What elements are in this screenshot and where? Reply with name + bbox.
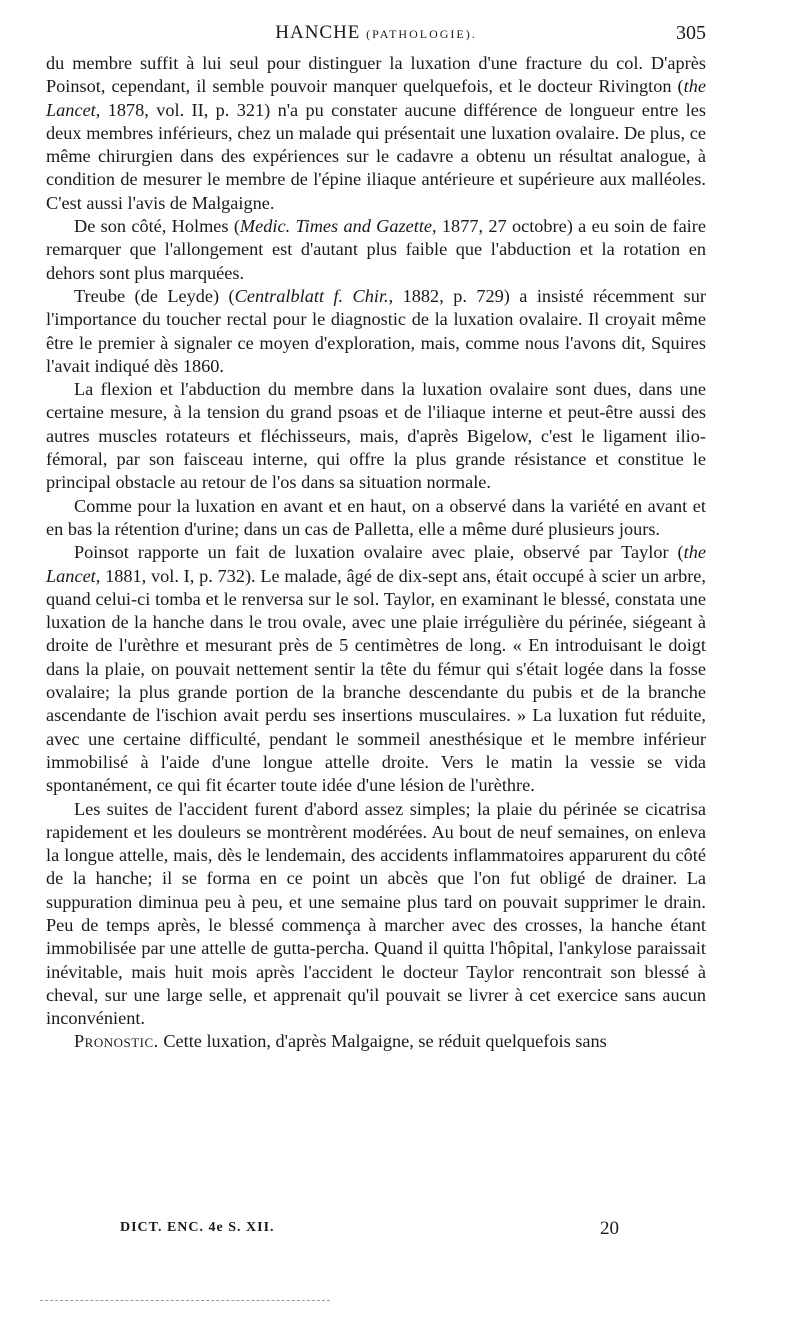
paragraph bbox=[46, 378, 706, 494]
citation-title: the Lancet bbox=[46, 542, 706, 586]
text-run: De son côté, Holmes ( bbox=[74, 216, 240, 237]
running-head bbox=[46, 22, 706, 44]
text-run: Poinsot rapporte un fait de luxation ovalaire avec plaie, observé par Taylor ( bbox=[74, 542, 684, 563]
text-run: , 1882, p. 729) a insisté récemment sur l'importance du toucher rectal pour le diagnostic de la luxation ovalaire. Il croyait même être le premier à signaler ce moyen d'exploration, mais, comme nous l'avons dit, Squires l'avait indiqué dès 1860. bbox=[46, 285, 707, 376]
page-header bbox=[46, 18, 706, 48]
printer-signature: DICT. ENC. 4e S. XII. bbox=[120, 1220, 275, 1235]
sheet-number: 20 bbox=[600, 1218, 619, 1239]
running-head-title: HANCHE bbox=[275, 22, 361, 43]
text-run: Cette luxation, d'après Malgaigne, se réduit quelquefois sans bbox=[158, 1031, 607, 1052]
page-footer bbox=[120, 1218, 640, 1244]
citation-title: the Lancet bbox=[46, 76, 706, 120]
text-run: Les suites de l'accident furent d'abord assez simples; la plaie du périnée se cicatrisa rapidement et les douleurs se montrèrent modérées. Au bout de neuf semaines, on enleva la longue attelle, mais, dès le lendemain, des accidents inflammatoires apparurent du côté de la hanche; il se forma en ce point un abcès que l'on fut obligé de drainer. La suppuration diminua peu à peu, et une semaine plus tard on pouvait supprimer le drain. Peu de temps après, le blessé commença à marcher avec des crosses, la hanche étant immobilisée par une attelle de gutta-percha. Quand il quitta l'hôpital, l'ankylose paraissait inévitable, mais huit mois après l'accident le docteur Taylor rencontrait son blessé à cheval, sur une large selle, et apprenait qu'il pouvait se livrer à cet exercice sans aucun inconvénient. bbox=[46, 798, 706, 1029]
paragraph bbox=[46, 52, 706, 215]
paragraph bbox=[46, 1030, 706, 1053]
page-number: 305 bbox=[676, 22, 706, 44]
text-run: Treube (de Leyde) ( bbox=[74, 285, 235, 306]
citation-title: Centralblatt f. Chir. bbox=[234, 285, 389, 306]
citation-title: Medic. Times and Gazette bbox=[239, 216, 433, 237]
paragraph bbox=[46, 541, 706, 797]
paragraph bbox=[46, 495, 706, 542]
text-run: , 1878, vol. II, p. 321) n'a pu constater aucune différence de longueur entre les deux membres inférieurs, chez un malade qui présentait une luxation ovalaire. De plus, ce même chirurgien dans des expériences sur le cadavre a obtenu un résultat analogue, à condition de mesurer le membre de l'épine iliaque antérieure et supérieure aux malléoles. C'est aussi l'avis de Malgaigne. bbox=[46, 99, 706, 213]
paragraph bbox=[46, 285, 706, 378]
text-run: du membre suffit à lui seul pour distinguer la luxation d'une fracture du col. D'après Poinsot, cependant, il semble pouvoir manquer quelquefois, et le docteur Rivington ( bbox=[46, 53, 706, 97]
paragraph bbox=[46, 215, 706, 285]
running-head-subtitle: (PATHOLOGIE). bbox=[366, 27, 477, 41]
paragraph bbox=[46, 798, 706, 1031]
text-run: , 1881, vol. I, p. 732). Le malade, âgé de dix-sept ans, était occupé à scier un arbre, quand celui-ci tomba et le renversa sur le sol. Taylor, en examinant le blessé, constata une luxation de la hanche dans le trou ovale, avec une plaie irrégulière du périnée, siégeant à droite de l'urèthre et mesurant près de 5 centimètres de long. « En introduisant le doigt dans la plaie, on pouvait nettement sentir la tête du fémur qui s'était logée dans la fosse ovalaire; la plus grande portion de la branche descendante du pubis et de la branche ascendante de l'ischion avait perdu ses insertions musculaires. » La luxation fut réduite, avec une certaine difficulté, pendant le sommeil anesthésique et le membre inférieur immobilisé à l'aide d'une longue attelle droite. Vers le matin la vessie se vida spontanément, ce qui fit écarter toute idée d'une lésion de l'urèthre. bbox=[46, 565, 706, 796]
scan-artifact-rule bbox=[40, 1300, 330, 1301]
text-run: Comme pour la luxation en avant et en haut, on a observé dans la variété en avant et en bas la rétention d'urine; dans un cas de Palletta, elle a même duré plusieurs jours. bbox=[46, 495, 706, 539]
text-run: La flexion et l'abduction du membre dans la luxation ovalaire sont dues, dans une certaine mesure, à la tension du grand psoas et de l'iliaque interne et peut-être aussi des autres muscles rotateurs et fléchisseurs, mais, d'après Bigelow, c'est le ligament ilio-fémoral, par son faisceau interne, qui offre la plus grande résistance et constitue le principal obstacle au retour de l'os dans sa situation normale. bbox=[46, 379, 706, 493]
body-text bbox=[46, 52, 706, 1054]
section-heading: Pronostic. bbox=[74, 1031, 159, 1052]
text-run: , 1877, 27 octobre) a eu soin de faire remarquer que l'allongement est d'autant plus faible que l'abduction et la rotation en dehors sont plus marquées. bbox=[46, 216, 706, 283]
